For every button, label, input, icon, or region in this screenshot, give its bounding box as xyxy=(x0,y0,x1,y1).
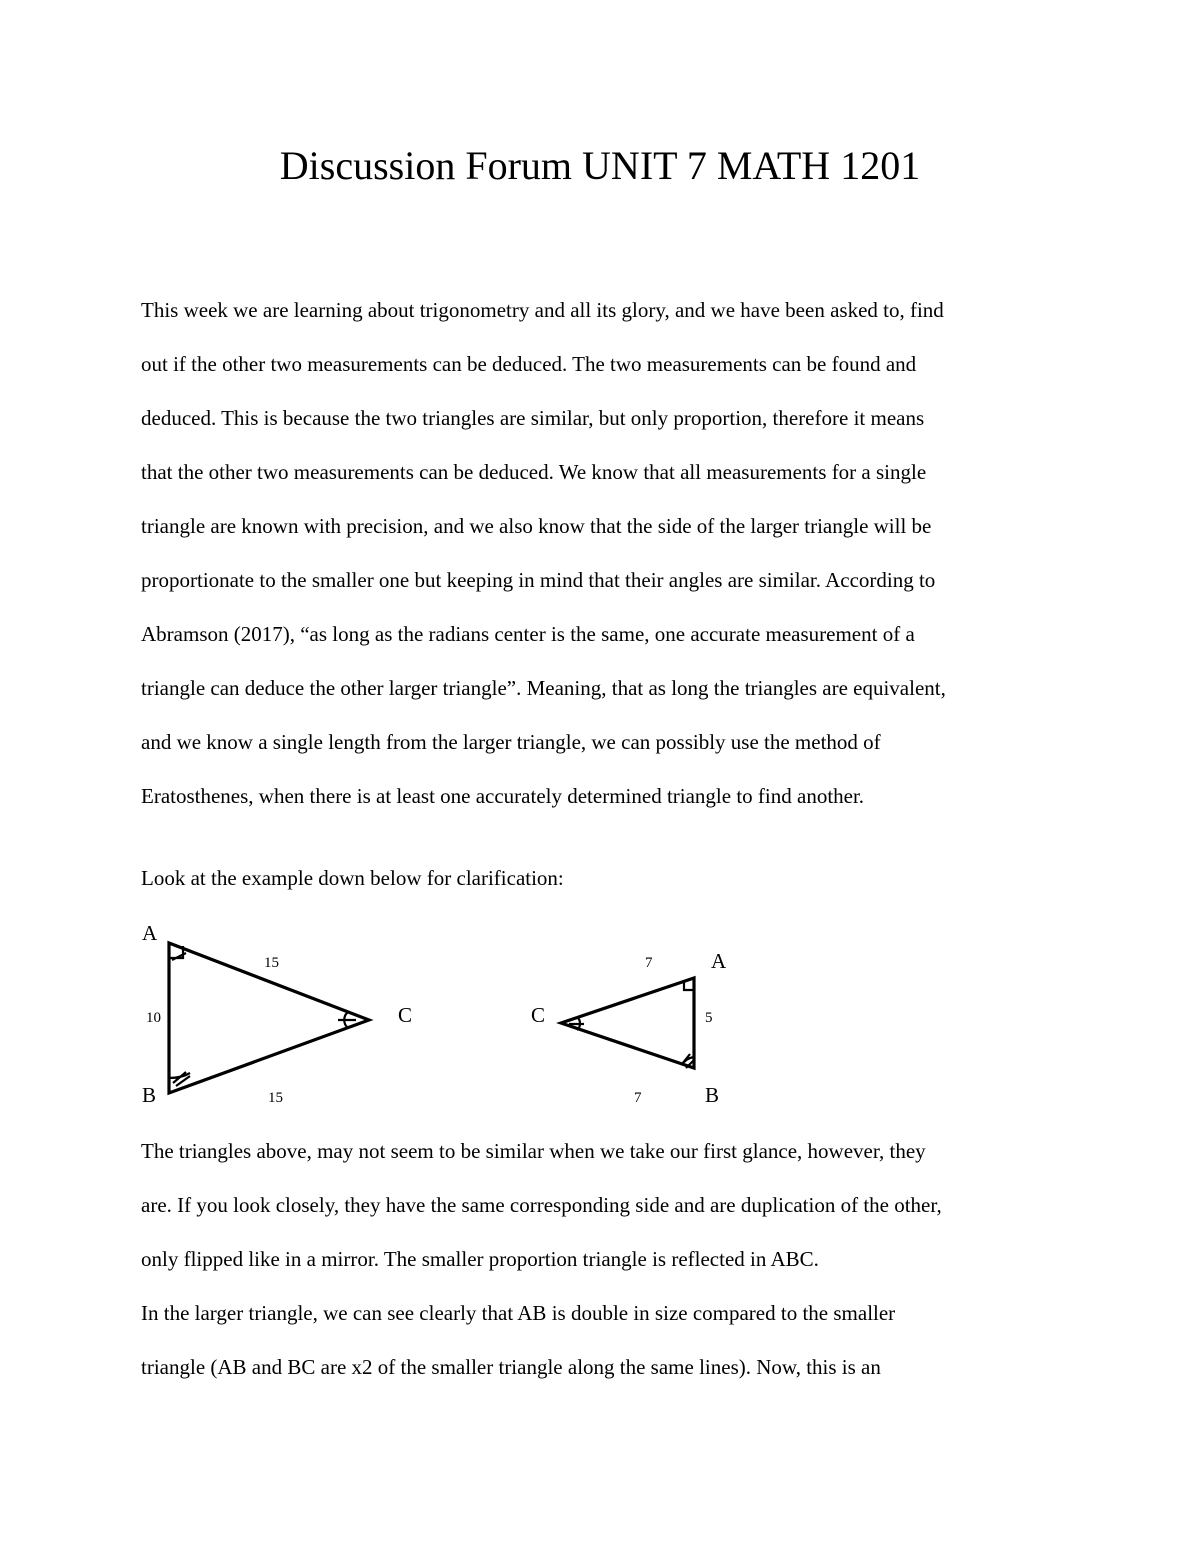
paragraph-explanation xyxy=(141,1124,1061,1286)
small-vertex-b: B xyxy=(705,1083,720,1107)
text-line: This week we are learning about trigonometry and all its glory, and we have been asked to, find xyxy=(141,298,944,322)
small-side-ac: 7 xyxy=(645,955,653,971)
angle-mark-b-large xyxy=(169,1072,190,1086)
large-vertex-c: C xyxy=(398,1003,413,1027)
page-title: Discussion Forum UNIT 7 MATH 1201 xyxy=(279,143,921,188)
small-vertex-a: A xyxy=(711,949,727,973)
example-intro: Look at the example down below for clarification: xyxy=(141,866,564,890)
text-line: triangle are known with precision, and we also know that the side of the larger triangle will be xyxy=(141,514,932,538)
text-line: that the other two measurements can be deduced. We know that all measurements for a single xyxy=(141,460,927,484)
text-line: triangle can deduce the other larger triangle”. Meaning, that as long the triangles are equivalent, xyxy=(141,676,946,700)
paragraph-intro xyxy=(141,283,1061,823)
large-vertex-b: B xyxy=(142,1083,157,1107)
small-vertex-c: C xyxy=(531,1003,546,1027)
large-triangle xyxy=(142,921,412,1107)
text-line: triangle (AB and BC are x2 of the smaller triangle along the same lines). Now, this is an xyxy=(141,1355,881,1379)
text-line: Abramson (2017), “as long as the radians center is the same, one accurate measurement of a xyxy=(141,622,915,646)
small-side-ab: 5 xyxy=(705,1010,713,1026)
paragraph-analysis xyxy=(141,1286,1061,1394)
large-side-ac: 15 xyxy=(264,955,279,971)
angle-mark-a-large xyxy=(169,946,186,960)
large-vertex-a: A xyxy=(142,921,158,945)
large-side-bc: 15 xyxy=(268,1090,283,1106)
text-line: proportionate to the smaller one but keeping in mind that their angles are similar. According to xyxy=(141,568,936,592)
text-line: only flipped like in a mirror. The smaller proportion triangle is reflected in ABC. xyxy=(141,1247,819,1271)
similar-triangles-figure xyxy=(0,900,1200,1130)
large-side-ab: 10 xyxy=(146,1010,161,1026)
text-line: are. If you look closely, they have the same corresponding side and are duplication of the other, xyxy=(141,1193,942,1217)
small-triangle xyxy=(531,949,727,1107)
text-line: Eratosthenes, when there is at least one accurately determined triangle to find another. xyxy=(141,784,865,808)
text-line: The triangles above, may not seem to be similar when we take our first glance, however, they xyxy=(141,1139,926,1163)
text-line: out if the other two measurements can be deduced. The two measurements can be found and xyxy=(141,352,917,376)
small-side-bc: 7 xyxy=(634,1090,642,1106)
text-line: and we know a single length from the larger triangle, we can possibly use the method of xyxy=(141,730,881,754)
text-line: In the larger triangle, we can see clearly that AB is double in size compared to the smaller xyxy=(141,1301,896,1325)
text-line: deduced. This is because the two triangles are similar, but only proportion, therefore it means xyxy=(141,406,925,430)
